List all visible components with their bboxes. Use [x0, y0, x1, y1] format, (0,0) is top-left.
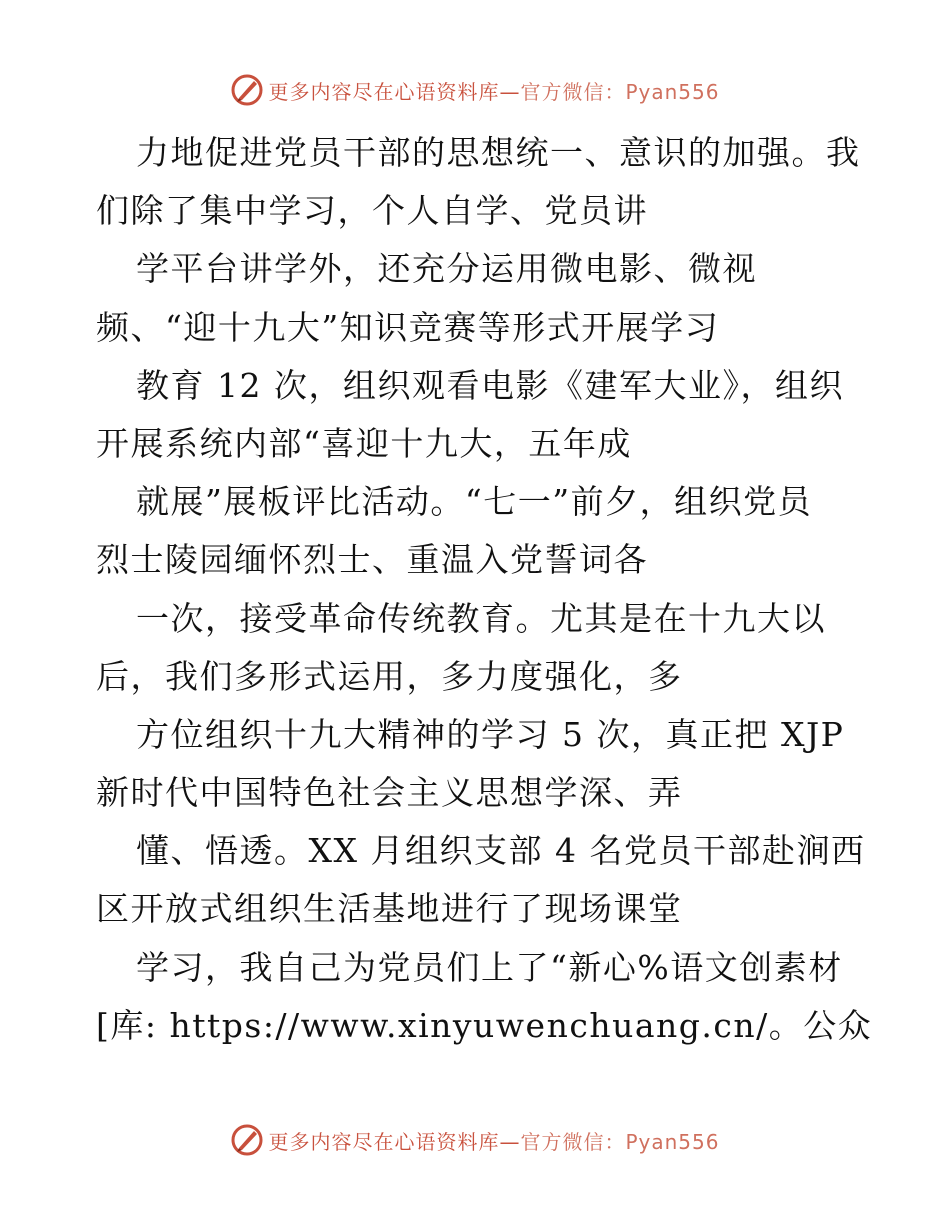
text-line: 力地促进党员干部的思想统一、意识的加强。我	[136, 133, 861, 172]
text-line: 开展系统内部“喜迎十九大，五年成	[96, 423, 632, 463]
text-line: 区开放式组织生活基地进行了现场课堂	[96, 889, 683, 929]
watermark-separator: —	[499, 79, 521, 104]
watermark-footer	[0, 1120, 950, 1160]
text-line: 一次，接受革命传统教育。尤其是在十九大以	[136, 598, 826, 638]
text-line: 频、“迎十九大”知识竞赛等形式开展学习	[96, 307, 720, 347]
text-line: 教育 12 次，组织观看电影《建军大业》，组织	[136, 365, 844, 405]
document-body	[96, 124, 873, 1055]
watermark-text	[268, 76, 719, 105]
text-line: 懂、悟透。XX 月组织支部 4 名党员干部赴涧西	[136, 831, 866, 871]
watermark-header	[0, 70, 950, 110]
quill-circle-icon	[230, 73, 264, 107]
text-line: 们除了集中学习，个人自学、党员讲	[96, 191, 648, 231]
text-line: 学习，我自己为党员们上了“新心%语文创素材	[136, 947, 843, 987]
text-line: 烈士陵园缅怀烈士、重温入党誓词各	[96, 540, 648, 580]
text-line: 新时代中国特色社会主义思想学深、弄	[96, 773, 683, 813]
text-line: 后，我们多形式运用，多力度强化，多	[96, 656, 683, 696]
text-line: 就展”展板评比活动。“七一”前夕，组织党员	[136, 482, 813, 522]
watermark-separator: —	[499, 1129, 521, 1154]
text-line: 学平台讲学外，还充分运用微电影、微视	[136, 249, 757, 289]
quill-circle-icon	[230, 1123, 264, 1157]
text-line: [库: https://www.xinyuwenchuang.cn/。公众	[96, 1005, 873, 1045]
watermark-site: 更多内容尽在心语资料库	[268, 1129, 500, 1154]
text-line: 方位组织十九大精神的学习 5 次，真正把 XJP	[136, 714, 845, 754]
watermark-site: 更多内容尽在心语资料库	[268, 79, 500, 104]
watermark-text	[268, 1126, 719, 1155]
watermark-contact: 官方微信：Pyan556	[520, 1129, 720, 1154]
watermark-contact: 官方微信：Pyan556	[520, 79, 720, 104]
